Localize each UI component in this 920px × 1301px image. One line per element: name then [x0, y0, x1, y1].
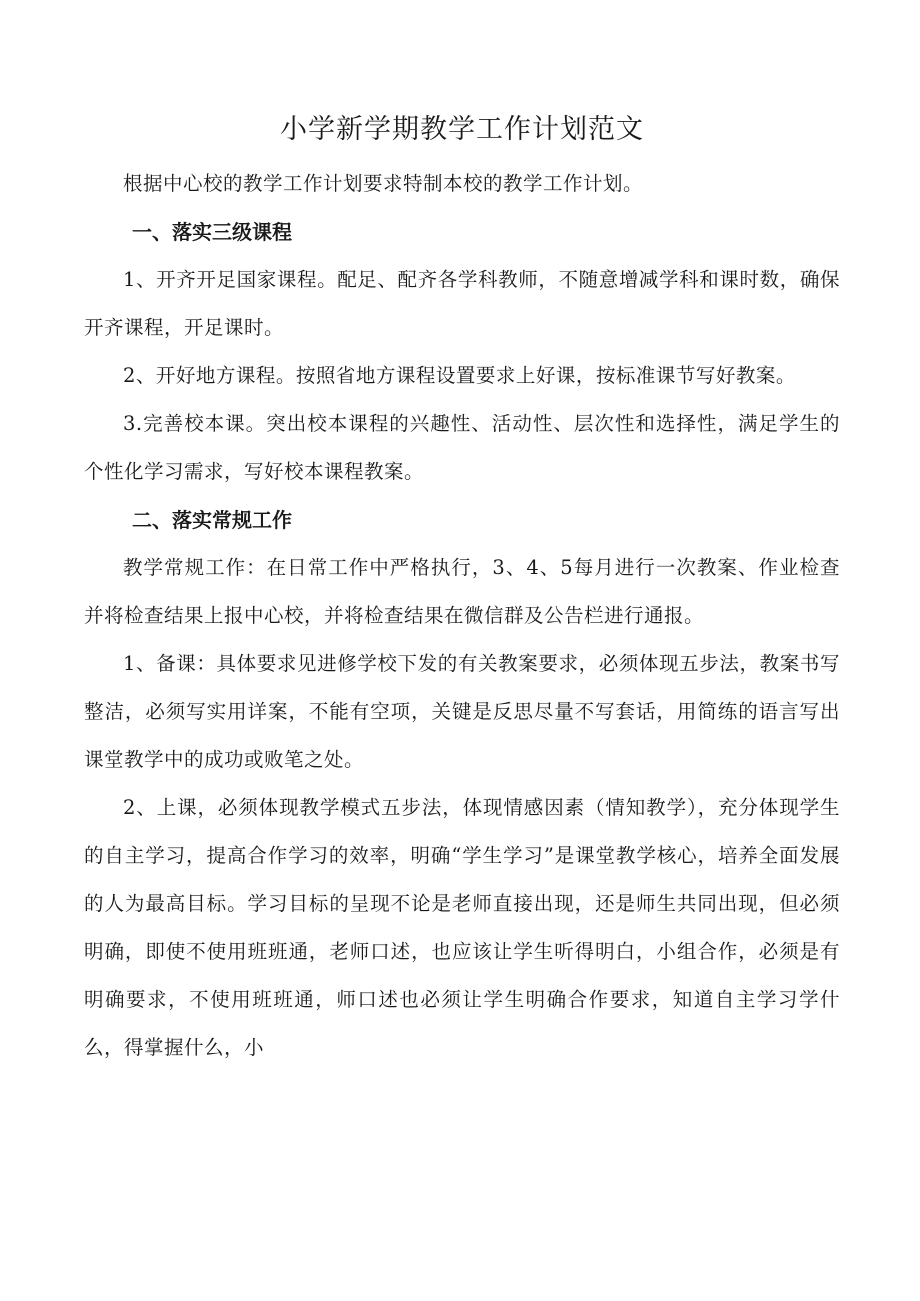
- section-heading-1: 一、落实三级课程: [132, 220, 292, 244]
- section-heading-2: 二、落实常规工作: [132, 508, 292, 532]
- document-page: [84, 104, 840, 1072]
- section1-item-3: 3.完善校本课。突出校本课程的兴趣性、活动性、层次性和选择性，满足学生的个性化学习需求，写好校本课程教案。: [84, 412, 840, 483]
- section2-intro: 教学常规工作：在日常工作中严格执行，3、4、5每月进行一次教案、作业检查并将检查结果上报中心校，并将检查结果在微信群及公告栏进行通报。: [84, 556, 840, 627]
- section2-item-1: 1、备课：具体要求见进修学校下发的有关教案要求，必须体现五步法，教案书写整洁，必须写实用详案，不能有空项，关键是反思尽量不写套话，用简练的语言写出课堂教学中的成功或败笔之处。: [84, 652, 840, 771]
- section2-item-2: 2、上课，必须体现教学模式五步法，体现情感因素（情知教学），充分体现学生的自主学习，提高合作学习的效率，明确“学生学习”是课堂教学核心，培养全面发展的人为最高目标。学习目标的呈现不论是老师直接出现，还是师生共同出现，但必须明确，即使不使用班班通，老师口述，也应该让学生听得明白，小组合作，必须是有明确要求，不使用班班通，师口述也必须让学生明确合作要求，知道自主学习学什么，得掌握什么，小: [84, 796, 840, 1059]
- section1-item-2: 2、开好地方课程。按照省地方课程设置要求上好课，按标准课节写好教案。: [123, 364, 796, 387]
- section1-item-1: 1、开齐开足国家课程。配足、配齐各学科教师，不随意增减学科和课时数，确保开齐课程，开足课时。: [84, 268, 840, 339]
- intro-paragraph: 根据中心校的教学工作计划要求特制本校的教学工作计划。: [123, 172, 644, 195]
- document-title: 小学新学期教学工作计划范文: [280, 114, 644, 145]
